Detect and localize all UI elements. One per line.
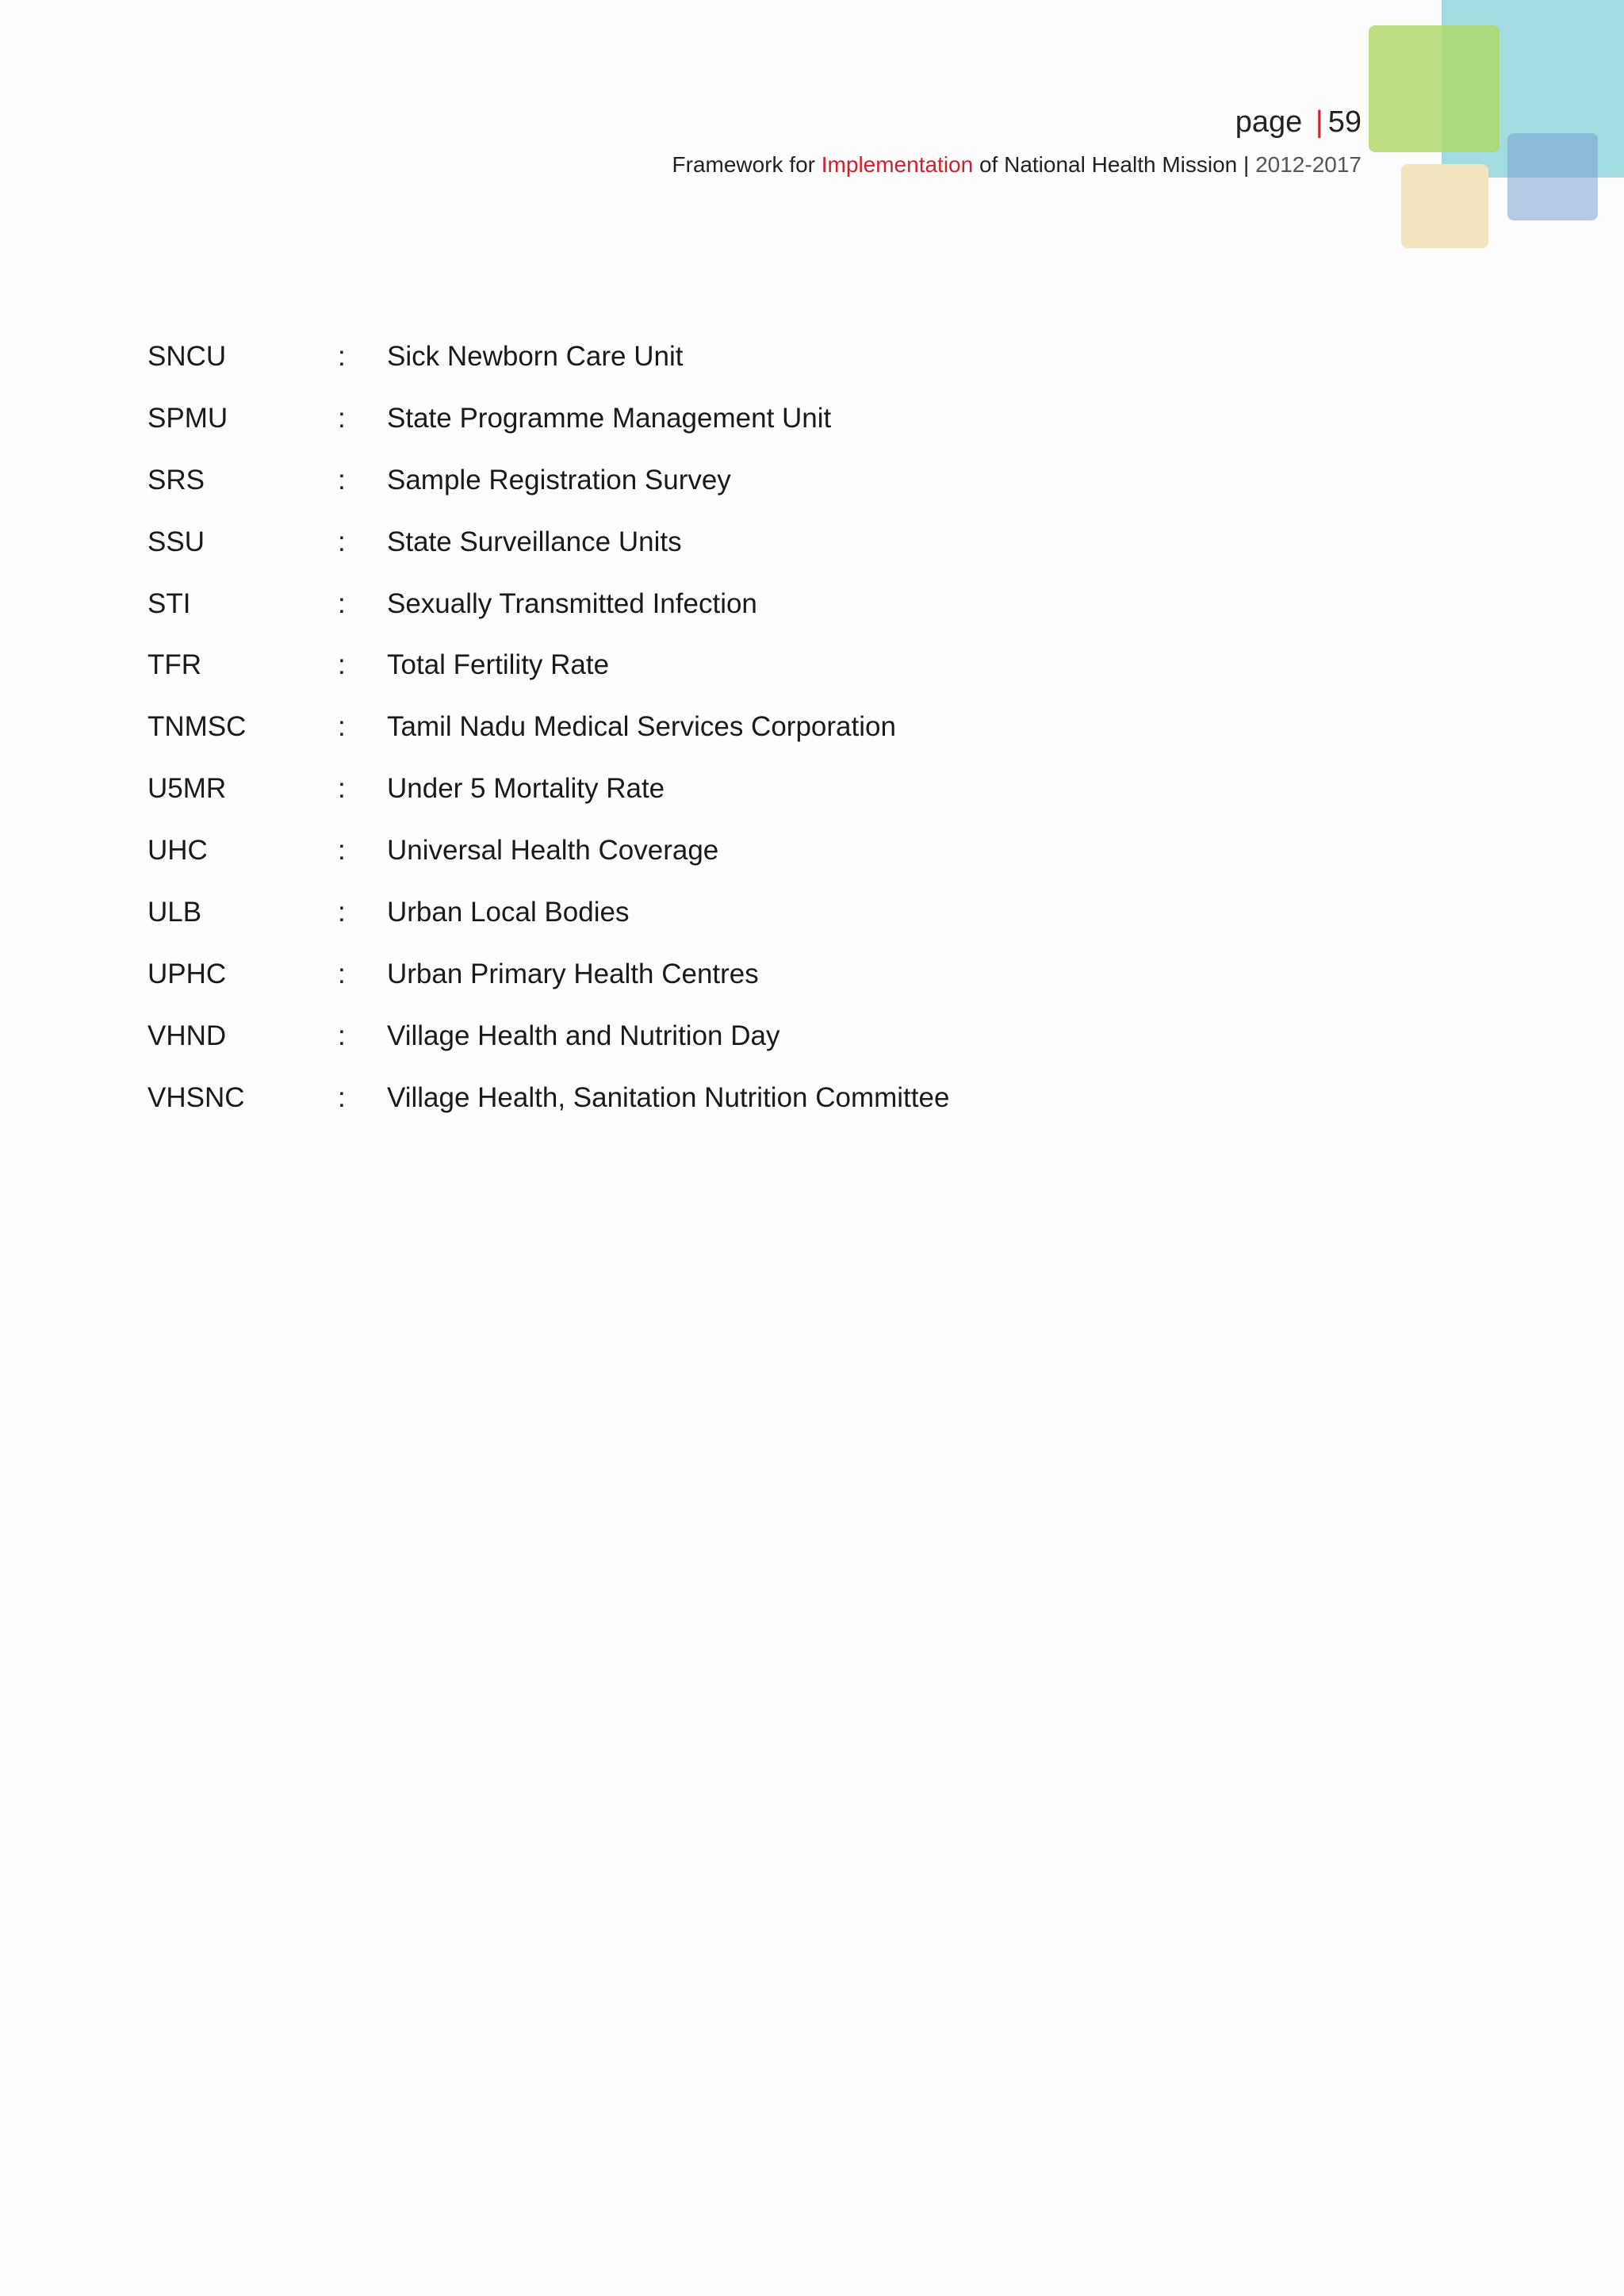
abbreviation-definition: State Programme Management Unit	[387, 402, 832, 434]
running-head	[672, 149, 1362, 181]
abbreviation-definition: State Surveillance Units	[387, 526, 682, 557]
page-number	[1235, 101, 1362, 143]
abbreviation-colon: :	[338, 587, 346, 619]
abbreviation-colon: :	[338, 402, 346, 434]
abbreviation-definition: Total Fertility Rate	[387, 649, 610, 681]
abbreviation-colon: :	[338, 1081, 346, 1113]
abbreviation-term: UPHC	[147, 958, 227, 989]
abbreviation-definition: Universal Health Coverage	[387, 835, 719, 867]
abbreviation-definition: Sexually Transmitted Infection	[387, 587, 757, 619]
abbreviation-term: UHC	[147, 835, 208, 867]
abbreviation-term: SSU	[147, 526, 205, 557]
decorative-square-green	[1369, 25, 1500, 152]
abbreviation-term: ULB	[147, 897, 202, 928]
abbreviation-definition: Sample Registration Survey	[387, 464, 731, 496]
running-head-accent: Implementation	[821, 152, 974, 177]
abbreviation-definition: Under 5 Mortality Rate	[387, 773, 665, 805]
abbreviation-colon: :	[338, 464, 346, 496]
abbreviation-term: STI	[147, 587, 191, 619]
running-head-pre: Framework for	[672, 152, 822, 177]
abbreviation-definition: Village Health and Nutrition Day	[387, 1020, 780, 1051]
abbreviation-colon: :	[338, 1020, 346, 1051]
abbreviation-colon: :	[338, 897, 346, 928]
running-head-separator: |	[1243, 152, 1250, 177]
running-head-years: 2012-2017	[1249, 152, 1362, 177]
abbreviation-definition: Urban Primary Health Centres	[387, 958, 759, 989]
abbreviation-definition: Urban Local Bodies	[387, 897, 630, 928]
decorative-square-beige	[1401, 164, 1488, 248]
abbreviation-term: U5MR	[147, 773, 227, 805]
abbreviation-colon: :	[338, 958, 346, 989]
page-word: page	[1235, 105, 1303, 139]
abbreviation-definition: Village Health, Sanitation Nutrition Committee	[387, 1081, 950, 1113]
abbreviation-colon: :	[338, 649, 346, 681]
abbreviation-term: TFR	[147, 649, 202, 681]
abbreviation-colon: :	[338, 773, 346, 805]
abbreviation-colon: :	[338, 341, 346, 372]
abbreviation-term: TNMSC	[147, 711, 247, 743]
abbreviation-definition: Sick Newborn Care Unit	[387, 341, 684, 372]
abbreviation-term: VHSNC	[147, 1081, 245, 1113]
running-head-post: of National Health Mission	[973, 152, 1244, 177]
page-number-value: 59	[1327, 105, 1362, 139]
page-separator: |	[1315, 105, 1323, 139]
abbreviation-term: SRS	[147, 464, 205, 496]
abbreviation-colon: :	[338, 526, 346, 557]
decorative-square-blue	[1507, 133, 1598, 220]
abbreviation-colon: :	[338, 711, 346, 743]
abbreviation-definition: Tamil Nadu Medical Services Corporation	[387, 711, 896, 743]
abbreviation-colon: :	[338, 835, 346, 867]
abbreviation-term: SNCU	[147, 341, 227, 372]
abbreviation-term: VHND	[147, 1020, 227, 1051]
abbreviation-term: SPMU	[147, 402, 228, 434]
